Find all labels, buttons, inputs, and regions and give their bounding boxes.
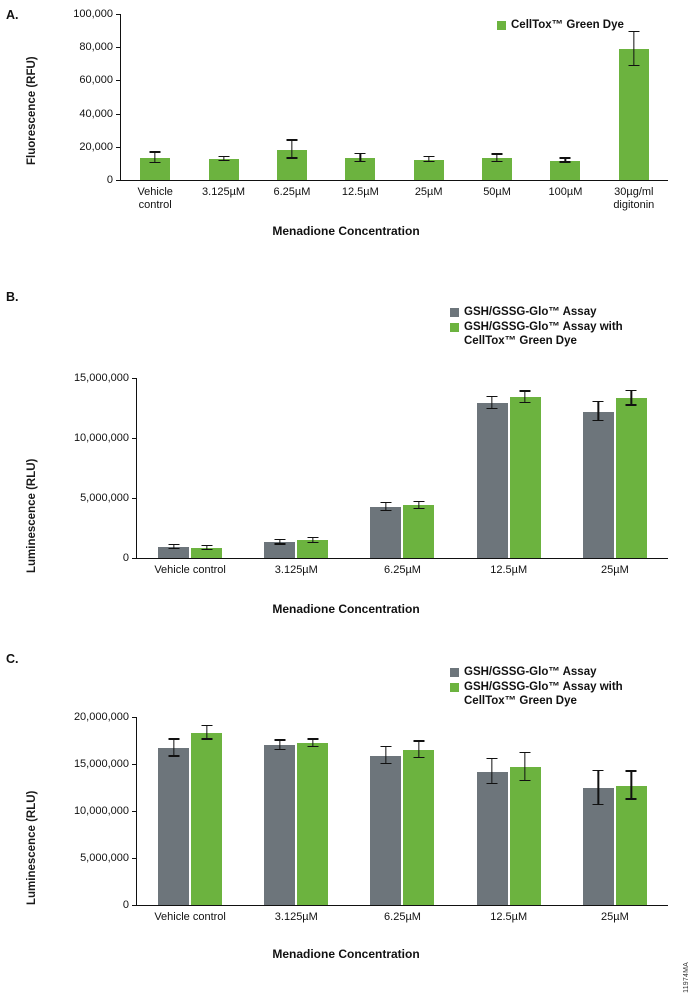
bar-wrap bbox=[616, 378, 647, 558]
legend-label: GSH/GSSG-Glo™ Assay bbox=[464, 306, 597, 318]
error-bar-cap bbox=[274, 539, 285, 540]
bar-gsh-glo-celltox[interactable] bbox=[510, 397, 541, 558]
bar-group bbox=[137, 378, 243, 558]
bar-celltox[interactable] bbox=[414, 160, 444, 180]
x-axis-labels bbox=[121, 186, 668, 212]
bar-gsh-glo[interactable] bbox=[370, 756, 401, 906]
x-tick-label: Vehicle control bbox=[137, 186, 173, 211]
error-bar-cap bbox=[150, 151, 161, 152]
bar-gsh-glo-celltox[interactable] bbox=[616, 786, 647, 905]
error-bar-cap bbox=[355, 161, 366, 162]
bar-wrap bbox=[403, 717, 434, 905]
error-bar-cap bbox=[413, 757, 424, 758]
bar-wrap bbox=[140, 14, 170, 180]
x-tick-label: 3.125µM bbox=[202, 186, 246, 198]
bar-group bbox=[326, 14, 394, 180]
error-bar-cap bbox=[628, 31, 639, 32]
bar-group bbox=[463, 14, 531, 180]
x-tick-label: 12.5µM bbox=[490, 911, 528, 923]
error-bar-cap bbox=[355, 153, 366, 154]
plot-area-panel-a bbox=[121, 14, 668, 180]
y-tick-label: 15,000,000 bbox=[73, 372, 129, 384]
bar-wrap bbox=[264, 378, 295, 558]
panel-b-letter: B. bbox=[6, 290, 19, 304]
bar-wrap bbox=[277, 14, 307, 180]
bar-gsh-glo[interactable] bbox=[583, 788, 614, 905]
error-bar bbox=[631, 772, 632, 800]
error-bar-cap bbox=[626, 798, 637, 799]
error-bar-cap bbox=[628, 65, 639, 66]
bar-gsh-glo-celltox[interactable] bbox=[191, 548, 222, 558]
panel-a-letter: A. bbox=[6, 8, 19, 22]
bar-gsh-glo[interactable] bbox=[370, 507, 401, 558]
y-tick-label: 40,000 bbox=[79, 107, 113, 120]
bar-group bbox=[243, 378, 349, 558]
error-bar-cap bbox=[520, 402, 531, 403]
bar-group bbox=[395, 14, 463, 180]
error-bar-cap bbox=[218, 156, 229, 157]
error-bar-cap bbox=[520, 780, 531, 781]
error-bar-cap bbox=[201, 549, 212, 550]
x-tick-label: 25µM bbox=[601, 564, 629, 576]
bar-celltox[interactable] bbox=[277, 150, 307, 180]
x-axis-title: Menadione Concentration bbox=[272, 947, 420, 961]
bar-wrap bbox=[209, 14, 239, 180]
y-axis-title: Luminescence (RLU) bbox=[26, 458, 38, 573]
bar-celltox[interactable] bbox=[619, 49, 649, 180]
bar-wrap bbox=[477, 717, 508, 905]
error-bar-cap bbox=[626, 404, 637, 405]
error-bar-cap bbox=[487, 396, 498, 397]
bar-gsh-glo[interactable] bbox=[158, 748, 189, 905]
x-axis-line bbox=[136, 905, 668, 906]
bar-wrap bbox=[297, 378, 328, 558]
bar-gsh-glo[interactable] bbox=[477, 403, 508, 558]
error-bar-cap bbox=[487, 783, 498, 784]
bar-gsh-glo-celltox[interactable] bbox=[403, 505, 434, 558]
error-bar-cap bbox=[274, 739, 285, 740]
error-bar-cap bbox=[380, 510, 391, 511]
bar-group bbox=[562, 378, 668, 558]
bar-group bbox=[562, 717, 668, 905]
bar-group bbox=[456, 378, 562, 558]
bar-group bbox=[137, 717, 243, 905]
error-bar-cap bbox=[413, 508, 424, 509]
bar-wrap bbox=[158, 378, 189, 558]
bar-gsh-glo-celltox[interactable] bbox=[403, 750, 434, 905]
error-bar-cap bbox=[274, 543, 285, 544]
y-tick-label: 15,000,000 bbox=[73, 758, 129, 770]
error-bar-cap bbox=[413, 501, 424, 502]
y-tick-label: 80,000 bbox=[79, 41, 113, 54]
error-bar-cap bbox=[487, 758, 498, 759]
y-axis-ticks bbox=[36, 711, 129, 911]
error-bar-cap bbox=[423, 161, 434, 162]
error-bar bbox=[291, 141, 292, 159]
bar-wrap bbox=[616, 717, 647, 905]
error-bar-cap bbox=[380, 746, 391, 747]
y-tick-label: 0 bbox=[106, 174, 113, 186]
x-tick-label: 3.125µM bbox=[274, 911, 318, 923]
chart-panel-c bbox=[0, 650, 692, 968]
x-tick-label: Vehicle control bbox=[154, 911, 226, 923]
y-tick-label: 5,000,000 bbox=[80, 852, 129, 864]
error-bar-cap bbox=[201, 725, 212, 726]
plot-area-panel-c bbox=[137, 717, 668, 905]
y-tick-label: 60,000 bbox=[79, 74, 113, 87]
bar-wrap bbox=[583, 378, 614, 558]
error-bar-cap bbox=[520, 752, 531, 753]
x-axis-line bbox=[120, 180, 668, 181]
error-bar bbox=[492, 759, 493, 783]
y-tick-label: 10,000,000 bbox=[73, 432, 129, 444]
error-bar bbox=[418, 742, 419, 759]
error-bar-cap bbox=[168, 548, 179, 549]
error-bar-cap bbox=[307, 746, 318, 747]
bar-wrap bbox=[264, 717, 295, 905]
bar-celltox[interactable] bbox=[482, 158, 512, 180]
bar-gsh-glo[interactable] bbox=[264, 745, 295, 905]
error-bar-cap bbox=[492, 153, 503, 154]
x-axis-labels bbox=[137, 911, 668, 924]
bar-wrap bbox=[550, 14, 580, 180]
x-tick-label: Vehicle control bbox=[154, 564, 226, 576]
error-bar-cap bbox=[560, 161, 571, 162]
error-bar-cap bbox=[413, 740, 424, 741]
x-tick-label: 100µM bbox=[548, 186, 583, 198]
y-tick-label: 20,000,000 bbox=[73, 711, 129, 723]
error-bar-cap bbox=[593, 420, 604, 421]
error-bar-cap bbox=[150, 162, 161, 163]
bar-group bbox=[349, 378, 455, 558]
error-bar bbox=[598, 771, 599, 805]
y-tick-label: 100,000 bbox=[73, 8, 113, 20]
bar-gsh-glo-celltox[interactable] bbox=[191, 733, 222, 905]
x-tick-label: 30µg/ml digitonin bbox=[613, 186, 655, 211]
x-axis-title: Menadione Concentration bbox=[272, 602, 420, 616]
panel-b bbox=[0, 285, 692, 650]
bar-gsh-glo-celltox[interactable] bbox=[510, 767, 541, 905]
bar-gsh-glo[interactable] bbox=[158, 547, 189, 558]
x-axis-line bbox=[136, 558, 668, 559]
y-tick-label: 5,000,000 bbox=[80, 492, 129, 504]
error-bar-cap bbox=[487, 408, 498, 409]
bar-group bbox=[243, 717, 349, 905]
plot-area-panel-b bbox=[137, 378, 668, 558]
y-axis-ticks bbox=[36, 8, 113, 186]
error-bar-cap bbox=[201, 545, 212, 546]
bar-group bbox=[456, 717, 562, 905]
y-tick-label: 0 bbox=[122, 552, 129, 564]
bar-group bbox=[190, 14, 258, 180]
bar-wrap bbox=[297, 717, 328, 905]
error-bar-cap bbox=[168, 755, 179, 756]
error-bar-cap bbox=[593, 804, 604, 805]
bar-wrap bbox=[414, 14, 444, 180]
chart-panel-a bbox=[0, 0, 692, 260]
bar-group bbox=[600, 14, 668, 180]
panel-c-letter: C. bbox=[6, 652, 19, 666]
error-bar-cap bbox=[168, 544, 179, 545]
y-tick-label: 10,000,000 bbox=[73, 805, 129, 817]
figure-side-code: 11974MA bbox=[683, 962, 690, 993]
bar-celltox[interactable] bbox=[209, 159, 239, 180]
x-tick-label: 6.25µM bbox=[384, 911, 421, 923]
bar-wrap bbox=[191, 378, 222, 558]
legend-label: GSH/GSSG-Glo™ Assay with CellTox™ Green Dye bbox=[464, 321, 623, 347]
error-bar bbox=[525, 753, 526, 781]
x-tick-label: 25µM bbox=[601, 911, 629, 923]
error-bar bbox=[385, 747, 386, 764]
x-tick-label: 50µM bbox=[483, 186, 511, 198]
y-axis-ticks bbox=[36, 372, 129, 564]
panel-c bbox=[0, 650, 692, 968]
error-bar-cap bbox=[492, 161, 503, 162]
error-bar-cap bbox=[593, 401, 604, 402]
error-bar-cap bbox=[380, 502, 391, 503]
error-bar-cap bbox=[307, 542, 318, 543]
bar-wrap bbox=[345, 14, 375, 180]
error-bar bbox=[598, 402, 599, 421]
bar-wrap bbox=[619, 14, 649, 180]
error-bar-cap bbox=[274, 749, 285, 750]
x-axis-labels bbox=[137, 564, 668, 577]
x-axis-title: Menadione Concentration bbox=[272, 224, 420, 238]
bar-gsh-glo-celltox[interactable] bbox=[297, 540, 328, 558]
bar-celltox[interactable] bbox=[345, 158, 375, 180]
error-bar-cap bbox=[218, 160, 229, 161]
x-tick-label: 6.25µM bbox=[273, 186, 311, 198]
legend-label: GSH/GSSG-Glo™ Assay bbox=[464, 666, 597, 678]
bar-wrap bbox=[403, 378, 434, 558]
bar-group bbox=[258, 14, 326, 180]
bar-wrap bbox=[510, 717, 541, 905]
bar-gsh-glo[interactable] bbox=[264, 542, 295, 558]
error-bar-cap bbox=[307, 738, 318, 739]
error-bar-cap bbox=[520, 390, 531, 391]
bar-wrap bbox=[158, 717, 189, 905]
bar-wrap bbox=[583, 717, 614, 905]
error-bar-cap bbox=[201, 738, 212, 739]
bar-gsh-glo[interactable] bbox=[583, 412, 614, 558]
bar-wrap bbox=[477, 378, 508, 558]
bar-group bbox=[349, 717, 455, 905]
y-tick-label: 20,000 bbox=[79, 140, 113, 153]
x-tick-label: 6.25µM bbox=[384, 564, 421, 576]
legend-label: GSH/GSSG-Glo™ Assay with CellTox™ Green Dye bbox=[464, 681, 623, 707]
error-bar-cap bbox=[626, 390, 637, 391]
bar-group bbox=[531, 14, 599, 180]
error-bar-cap bbox=[593, 770, 604, 771]
x-tick-label: 25µM bbox=[414, 186, 443, 198]
error-bar-cap bbox=[307, 537, 318, 538]
error-bar-cap bbox=[423, 156, 434, 157]
bar-wrap bbox=[370, 717, 401, 905]
x-tick-label: 12.5µM bbox=[341, 186, 379, 198]
y-tick-label: 0 bbox=[122, 899, 129, 911]
bar-gsh-glo-celltox[interactable] bbox=[297, 743, 328, 905]
error-bar-cap bbox=[286, 139, 297, 140]
bar-gsh-glo-celltox[interactable] bbox=[616, 398, 647, 558]
bar-wrap bbox=[510, 378, 541, 558]
y-axis-title: Fluorescence (RFU) bbox=[26, 56, 38, 165]
bar-wrap bbox=[482, 14, 512, 180]
error-bar-cap bbox=[168, 738, 179, 739]
error-bar-cap bbox=[380, 763, 391, 764]
error-bar-cap bbox=[626, 770, 637, 771]
bar-celltox[interactable] bbox=[550, 161, 580, 180]
error-bar-cap bbox=[286, 157, 297, 158]
legend-label: CellTox™ Green Dye bbox=[511, 19, 624, 31]
error-bar bbox=[633, 32, 634, 66]
bar-group bbox=[121, 14, 189, 180]
panel-a bbox=[0, 0, 692, 260]
error-bar-cap bbox=[560, 157, 571, 158]
bar-wrap bbox=[370, 378, 401, 558]
bar-gsh-glo[interactable] bbox=[477, 772, 508, 906]
x-tick-label: 3.125µM bbox=[274, 564, 318, 576]
bar-wrap bbox=[191, 717, 222, 905]
bar-celltox[interactable] bbox=[140, 158, 170, 180]
y-axis-title: Luminescence (RLU) bbox=[26, 790, 38, 905]
error-bar bbox=[173, 740, 174, 757]
x-tick-label: 12.5µM bbox=[490, 564, 528, 576]
chart-panel-b bbox=[0, 285, 692, 650]
